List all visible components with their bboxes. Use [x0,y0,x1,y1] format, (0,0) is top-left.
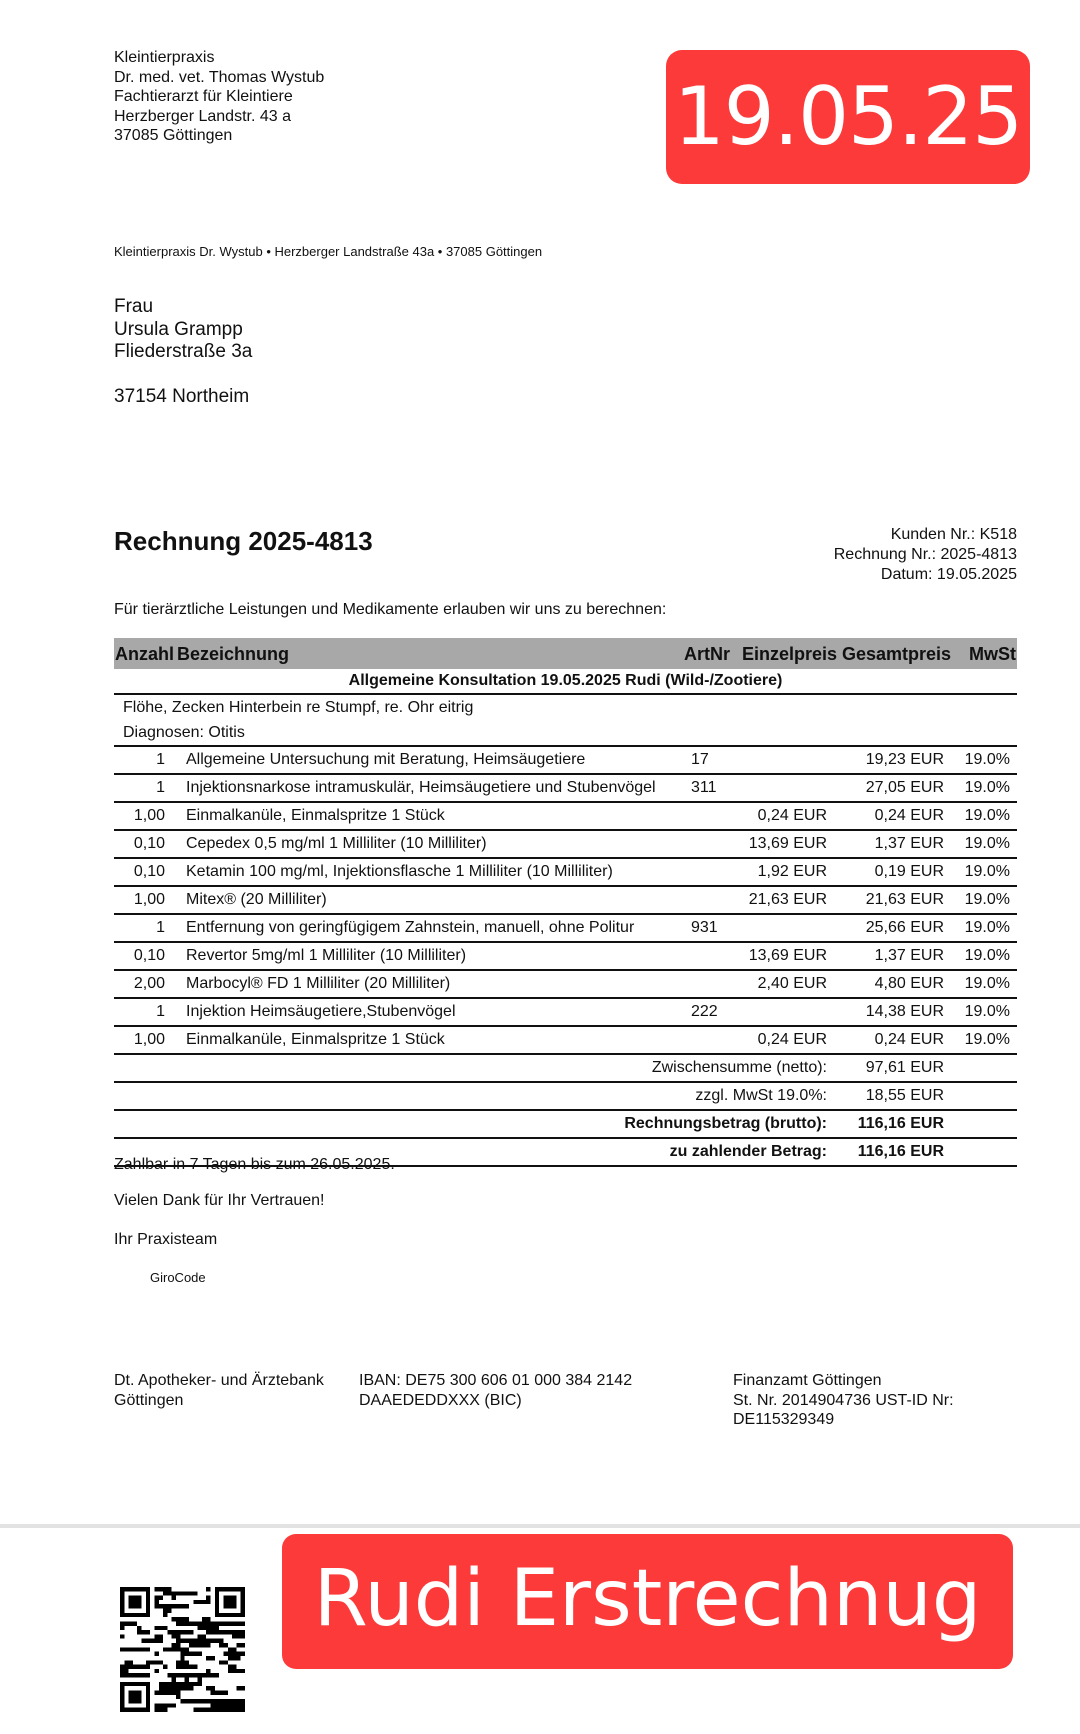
table-row [114,747,1017,775]
cell-art: 17 [691,751,709,768]
cell-qty: 1,00 [133,1031,165,1048]
total-value: 116,16 EUR [857,1115,944,1132]
table-row [114,859,1017,887]
table-row [114,887,1017,915]
note-banner: Rudi Erstrechnug [282,1534,1013,1669]
signature: Ihr Praxisteam [114,1231,218,1248]
cell-total: 0,19 EUR [874,863,944,880]
sender-line-2: Dr. med. vet. Thomas Wystub [114,68,325,86]
invoice-meta [834,525,1017,585]
cell-qty: 1 [156,919,165,936]
total-label: Rechnungsbetrag (brutto): [624,1115,827,1132]
cell-qty: 1 [156,779,165,796]
cell-unit: 13,69 EUR [748,947,827,964]
table-row [114,1027,1017,1055]
cell-qty: 1,00 [133,891,165,908]
recipient-salutation: Frau [114,296,154,317]
cell-desc: Ketamin 100 mg/ml, Injektionsflasche 1 Milliliter (10 Milliliter) [186,863,613,880]
cell-vat: 19.0% [964,975,1010,992]
cell-qty: 0,10 [133,863,165,880]
bank-name-line-2: Göttingen [114,1391,184,1409]
cell-desc: Allgemeine Untersuchung mit Beratung, Heimsäugetiere [186,751,586,768]
girocode-label: GiroCode [150,1270,206,1285]
cell-qty: 1 [156,751,165,768]
total-value: 116,16 EUR [857,1143,944,1160]
cell-desc: Injektion Heimsäugetiere,Stubenvögel [186,1003,456,1020]
cell-art: 931 [691,919,718,936]
line-items-table [114,638,1017,1167]
cell-qty: 0,10 [133,947,165,964]
customer-number: Kunden Nr.: K518 [890,526,1017,543]
table-row [114,775,1017,803]
cell-desc: Injektionsnarkose intramuskulär, Heimsäugetiere und Stubenvögel [186,779,656,796]
bank-name [114,1371,324,1410]
cell-desc: Einmalkanüle, Einmalspritze 1 Stück [186,1031,445,1048]
consultation-note: Flöhe, Zecken Hinterbein re Stumpf, re. Ohr eitrig [123,699,474,716]
cell-vat: 19.0% [964,947,1010,964]
cell-unit: 13,69 EUR [748,835,827,852]
cell-total: 4,80 EUR [874,975,944,992]
page-divider [0,1524,1080,1528]
cell-desc: Marbocyl® FD 1 Milliliter (20 Milliliter) [186,975,451,992]
cell-unit: 0,24 EUR [757,1031,827,1048]
bic: DAAEDEDDXXX (BIC) [359,1391,522,1409]
cell-unit: 21,63 EUR [748,891,827,908]
cell-total: 27,05 EUR [865,779,944,796]
totals-row [114,1055,1017,1083]
return-address-line: Kleintierpraxis Dr. Wystub • Herzberger Landstraße 43a • 37085 Göttingen [114,244,543,259]
cell-vat: 19.0% [964,919,1010,936]
totals-row [114,1111,1017,1139]
header-art: ArtNr [684,644,731,664]
invoice-intro: Für tierärztliche Leistungen und Medikamente erlauben wir uns zu berechnen: [114,601,667,618]
totals-row [114,1083,1017,1111]
cell-vat: 19.0% [964,807,1010,824]
cell-unit: 2,40 EUR [757,975,827,992]
header-vat: MwSt [969,644,1016,664]
table-row [114,915,1017,943]
cell-desc: Cepedex 0,5 mg/ml 1 Milliliter (10 Milliliter) [186,835,487,852]
cell-vat: 19.0% [964,835,1010,852]
header-total: Gesamtpreis [842,644,952,664]
cell-qty: 1,00 [133,807,165,824]
cell-desc: Mitex® (20 Milliliter) [186,891,327,908]
table-row [114,831,1017,859]
sender-line-1: Kleintierpraxis [114,49,215,66]
cell-art: 222 [691,1003,718,1020]
cell-qty: 0,10 [133,835,165,852]
sender-line-4: Herzberger Landstr. 43 a [114,107,291,125]
recipient-city: 37154 Northeim [114,385,250,407]
consultation-group-title: Allgemeine Konsultation 19.05.2025 Rudi (Wild-/Zootiere) [114,669,1017,695]
table-row [114,803,1017,831]
cell-desc: Revertor 5mg/ml 1 Milliliter (10 Milliliter) [186,947,467,964]
cell-art: 311 [691,779,717,796]
thanks-text: Vielen Dank für Ihr Vertrauen! [114,1192,325,1209]
date-badge: 19.05.25 [666,50,1030,184]
total-label: zzgl. MwSt 19.0%: [695,1087,827,1104]
header-desc: Bezeichnung [177,644,290,664]
cell-vat: 19.0% [964,1003,1010,1020]
cell-desc: Entfernung von geringfügigem Zahnstein, manuell, ohne Politur [186,919,635,936]
cell-total: 1,37 EUR [874,835,944,852]
bank-account [359,1371,632,1410]
table-row [114,943,1017,971]
cell-vat: 19.0% [964,891,1010,908]
total-label: Zwischensumme (netto): [651,1059,827,1076]
tax-info [733,1371,954,1430]
cell-total: 19,23 EUR [865,751,944,768]
cell-qty: 1 [156,1003,165,1020]
sender-address [114,48,324,146]
cell-total: 1,37 EUR [874,947,944,964]
sender-line-5: 37085 Göttingen [114,127,233,144]
recipient-street: Fliederstraße 3a [114,341,253,362]
table-row [114,999,1017,1027]
payment-terms: Zahlbar in 7 Tagen bis zum 26.05.2025. [114,1156,395,1173]
cell-unit: 0,24 EUR [757,807,827,824]
table-header [114,638,1017,669]
invoice-title: Rechnung 2025-4813 [114,526,373,556]
girocode-qr-icon [120,1587,245,1712]
table-row [114,971,1017,999]
recipient-name: Ursula Grampp [114,318,243,340]
iban: IBAN: DE75 300 606 01 000 384 2142 [359,1372,633,1389]
invoice-date: Datum: 19.05.2025 [880,566,1017,583]
cell-vat: 19.0% [964,863,1010,880]
cell-vat: 19.0% [964,779,1010,796]
total-label: zu zahlender Betrag: [669,1143,827,1160]
recipient-address [114,296,252,408]
tax-office: Finanzamt Göttingen [733,1372,882,1389]
cell-total: 0,24 EUR [874,807,944,824]
cell-total: 25,66 EUR [865,919,944,936]
total-value: 18,55 EUR [865,1087,944,1104]
cell-vat: 19.0% [964,751,1010,768]
cell-desc: Einmalkanüle, Einmalspritze 1 Stück [186,807,445,824]
bank-name-line-1: Dt. Apotheker- und Ärztebank [114,1372,324,1389]
header-unit: Einzelpreis [742,644,838,664]
invoice-number: Rechnung Nr.: 2025-4813 [833,546,1017,563]
vat-id: DE115329349 [733,1411,835,1428]
diagnosis-note: Diagnosen: Otitis [114,720,1017,747]
cell-total: 21,63 EUR [865,891,944,908]
cell-total: 14,38 EUR [865,1003,944,1020]
sender-line-3: Fachtierarzt für Kleintiere [114,88,293,105]
tax-number: St. Nr. 2014904736 UST-ID Nr: [733,1391,954,1409]
cell-unit: 1,92 EUR [757,863,827,880]
cell-total: 0,24 EUR [874,1031,944,1048]
cell-qty: 2,00 [133,975,165,992]
header-qty: Anzahl [115,644,175,664]
cell-vat: 19.0% [964,1031,1010,1048]
total-value: 97,61 EUR [865,1059,944,1076]
